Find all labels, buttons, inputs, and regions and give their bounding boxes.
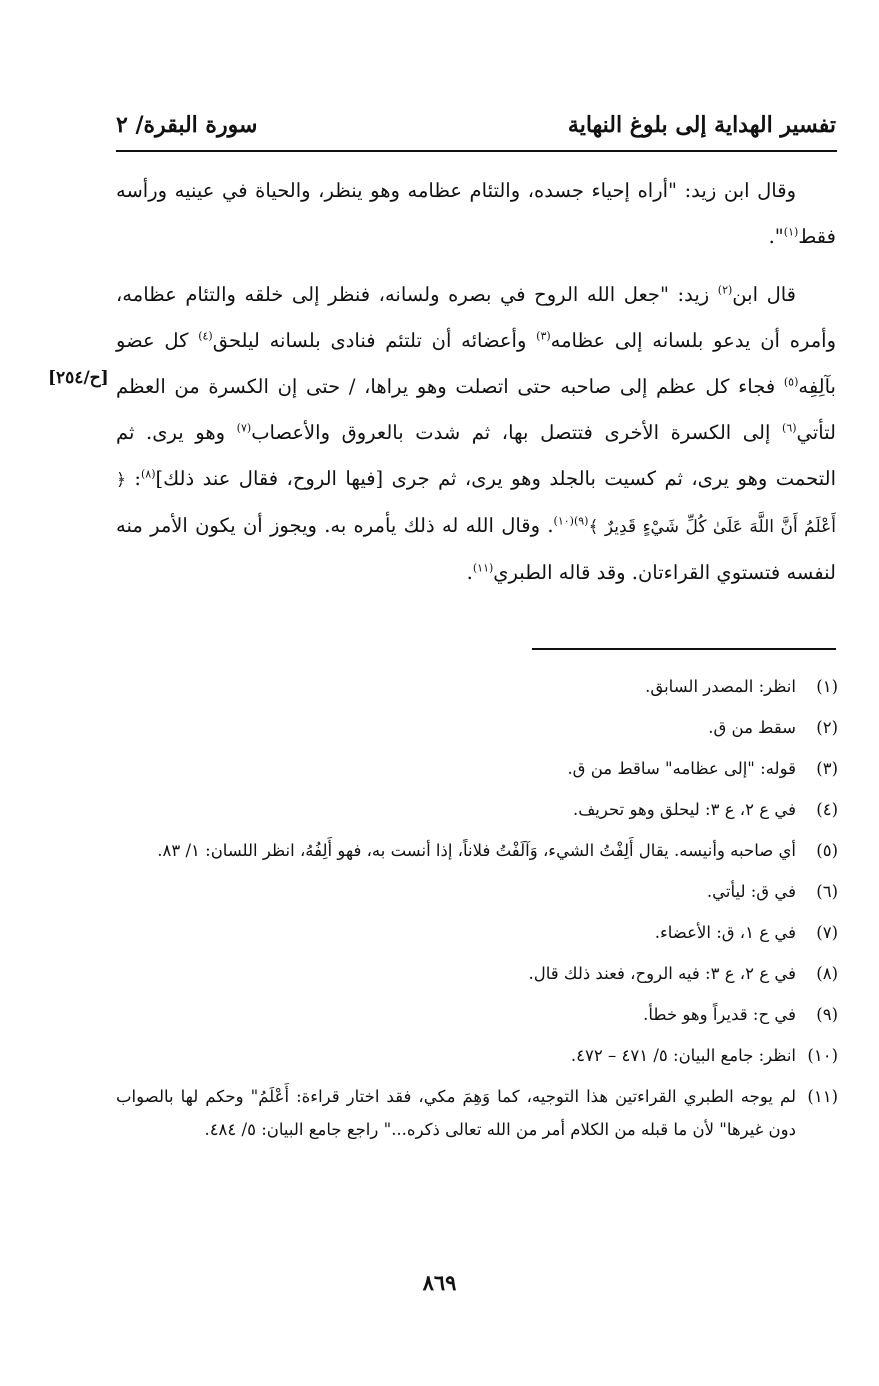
paragraph-1	[116, 168, 836, 260]
footnote-text: في ع ٢، ع ٣: ليحلق وهو تحريف.	[572, 800, 796, 819]
footnote-text: قوله: "إلى عظامه" ساقط من ق.	[567, 759, 796, 778]
page-number: ٨٦٩	[422, 1270, 457, 1295]
text-run: زيد: "جعل الله الروح في بصره ولسانه، فنظر إلى خلقه والتئام عظامه، وأمره أن يدعو بلسانه إلى عظامه	[116, 283, 836, 352]
text-run: :	[125, 467, 141, 490]
footnote-ref[interactable]: (٥)	[783, 375, 799, 389]
footnote-number: (٣)	[816, 759, 838, 778]
footnote-number: (٥)	[816, 841, 838, 860]
footnote-number: (٩)	[816, 1005, 838, 1024]
footnote-text: في ق: ليأتي.	[706, 882, 796, 901]
text-run: وهو يرى. ثم التحمت وهو يرى، ثم كسيت بالجلد وهو يرى، ثم جرى [فيها الروح، فقال عند ذلك]	[116, 421, 836, 490]
footnote-ref[interactable]: (٣)	[536, 329, 551, 343]
footnote-text: انظر: المصدر السابق.	[645, 677, 796, 696]
text-run: . وقال الله له ذلك يأمره به. ويجوز أن يكون الأمر منه لنفسه فتستوي القراءتان. وقد قاله الطبري	[116, 514, 836, 584]
footnote-number: (٤)	[816, 800, 838, 819]
footnote-ref[interactable]: (٩)(١٠)	[553, 514, 589, 528]
main-text	[116, 168, 836, 596]
footnote-text: سقط من ق.	[708, 718, 796, 737]
footnote-item	[116, 957, 838, 990]
footnote-ref[interactable]: (٤)	[198, 329, 213, 343]
footnote-item	[116, 1080, 838, 1146]
footnote-text: لم يوجه الطبري القراءتين هذا التوجيه، كما وَهِمَ مكي، فقد اختار قراءة: أَعْلَمُ" وحكم لها بالصواب دون غيرها" لأن ما قبله من الكلام أمر من الله تعالى ذكره..." راجع جامع البيان: ٥/ ٤٨٤.	[116, 1087, 796, 1139]
footnote-text: في ح: قديراً وهو خطأ.	[643, 1005, 796, 1024]
quran-verse: ﴿ أَعْلَمُ أَنَّ اللَّهَ عَلَىٰ كُلِّ شَيْءٍ قَدِيرٌ ﴾	[116, 470, 836, 537]
book-title: تفسير الهداية إلى بلوغ النهاية	[567, 112, 836, 138]
footnote-number: (٦)	[816, 882, 838, 901]
footnote-item	[116, 875, 838, 908]
footnote-ref[interactable]: (٢)	[717, 283, 733, 297]
manuscript-page-marker: [ح/٢٥٤]	[48, 368, 109, 388]
text-run: ".	[768, 225, 784, 248]
text-run: وأعضائه أن تلتئم فنادى بلسانه ليلحق	[212, 329, 537, 352]
footnote-item	[116, 711, 838, 744]
paragraph-2	[116, 272, 836, 596]
text-run: وقال ابن زيد: "أراه إحياء جسده، والتئام عظامه وهو ينظر، والحياة في عينيه ورأسه فقط	[116, 179, 836, 248]
footnote-item	[116, 752, 838, 785]
text-run: كل عضو بآلِفِه	[116, 329, 836, 398]
footnote-number: (١١)	[807, 1087, 838, 1106]
surah-label: سورة البقرة/ ٢	[116, 112, 258, 138]
footnote-number: (١٠)	[807, 1046, 838, 1065]
footnote-item	[116, 834, 838, 867]
footnote-number: (٨)	[816, 964, 838, 983]
footnote-ref[interactable]: (١)	[783, 225, 799, 239]
footnote-ref[interactable]: (٧)	[236, 421, 252, 435]
footnote-number: (١)	[816, 677, 838, 696]
running-header	[116, 103, 836, 147]
footnote-item	[116, 998, 838, 1031]
footnote-text: أي صاحبه وأنيسه. يقال أَلِفْتُ الشيء، وَآلَفْتُ فلاناً، إذا أنست به، فهو أَلِفُهُ، انظر اللسان: ١/ ٨٣.	[157, 841, 796, 860]
footnote-text: في ع ١، ق: الأعضاء.	[654, 923, 796, 942]
footnotes-list	[116, 670, 838, 1154]
footnote-ref[interactable]: (٨)	[140, 467, 156, 481]
footnote-divider	[532, 648, 836, 650]
footnote-item	[116, 670, 838, 703]
footnote-ref[interactable]: (١١)	[472, 561, 494, 575]
footnote-text: انظر: جامع البيان: ٥/ ٤٧١ – ٤٧٢.	[570, 1046, 796, 1065]
header-divider	[116, 150, 837, 152]
text-run: .	[466, 561, 473, 584]
footnote-text: في ع ٢، ع ٣: فيه الروح، فعند ذلك قال.	[528, 964, 796, 983]
footnote-item	[116, 1039, 838, 1072]
text-run: قال ابن	[732, 283, 797, 306]
text-run: إلى الكسرة الأخرى فتتصل بها، ثم شدت بالعروق والأعصاب	[251, 421, 783, 444]
text-run: فجاء كل عظم إلى صاحبه حتى اتصلت وهو يراها، / حتى إن الكسرة من العظم لتأتي	[116, 375, 836, 444]
footnote-number: (٧)	[816, 923, 838, 942]
footnote-item	[116, 793, 838, 826]
footnote-ref[interactable]: (٦)	[782, 421, 797, 435]
footnote-number: (٢)	[816, 718, 838, 737]
footnote-item	[116, 916, 838, 949]
